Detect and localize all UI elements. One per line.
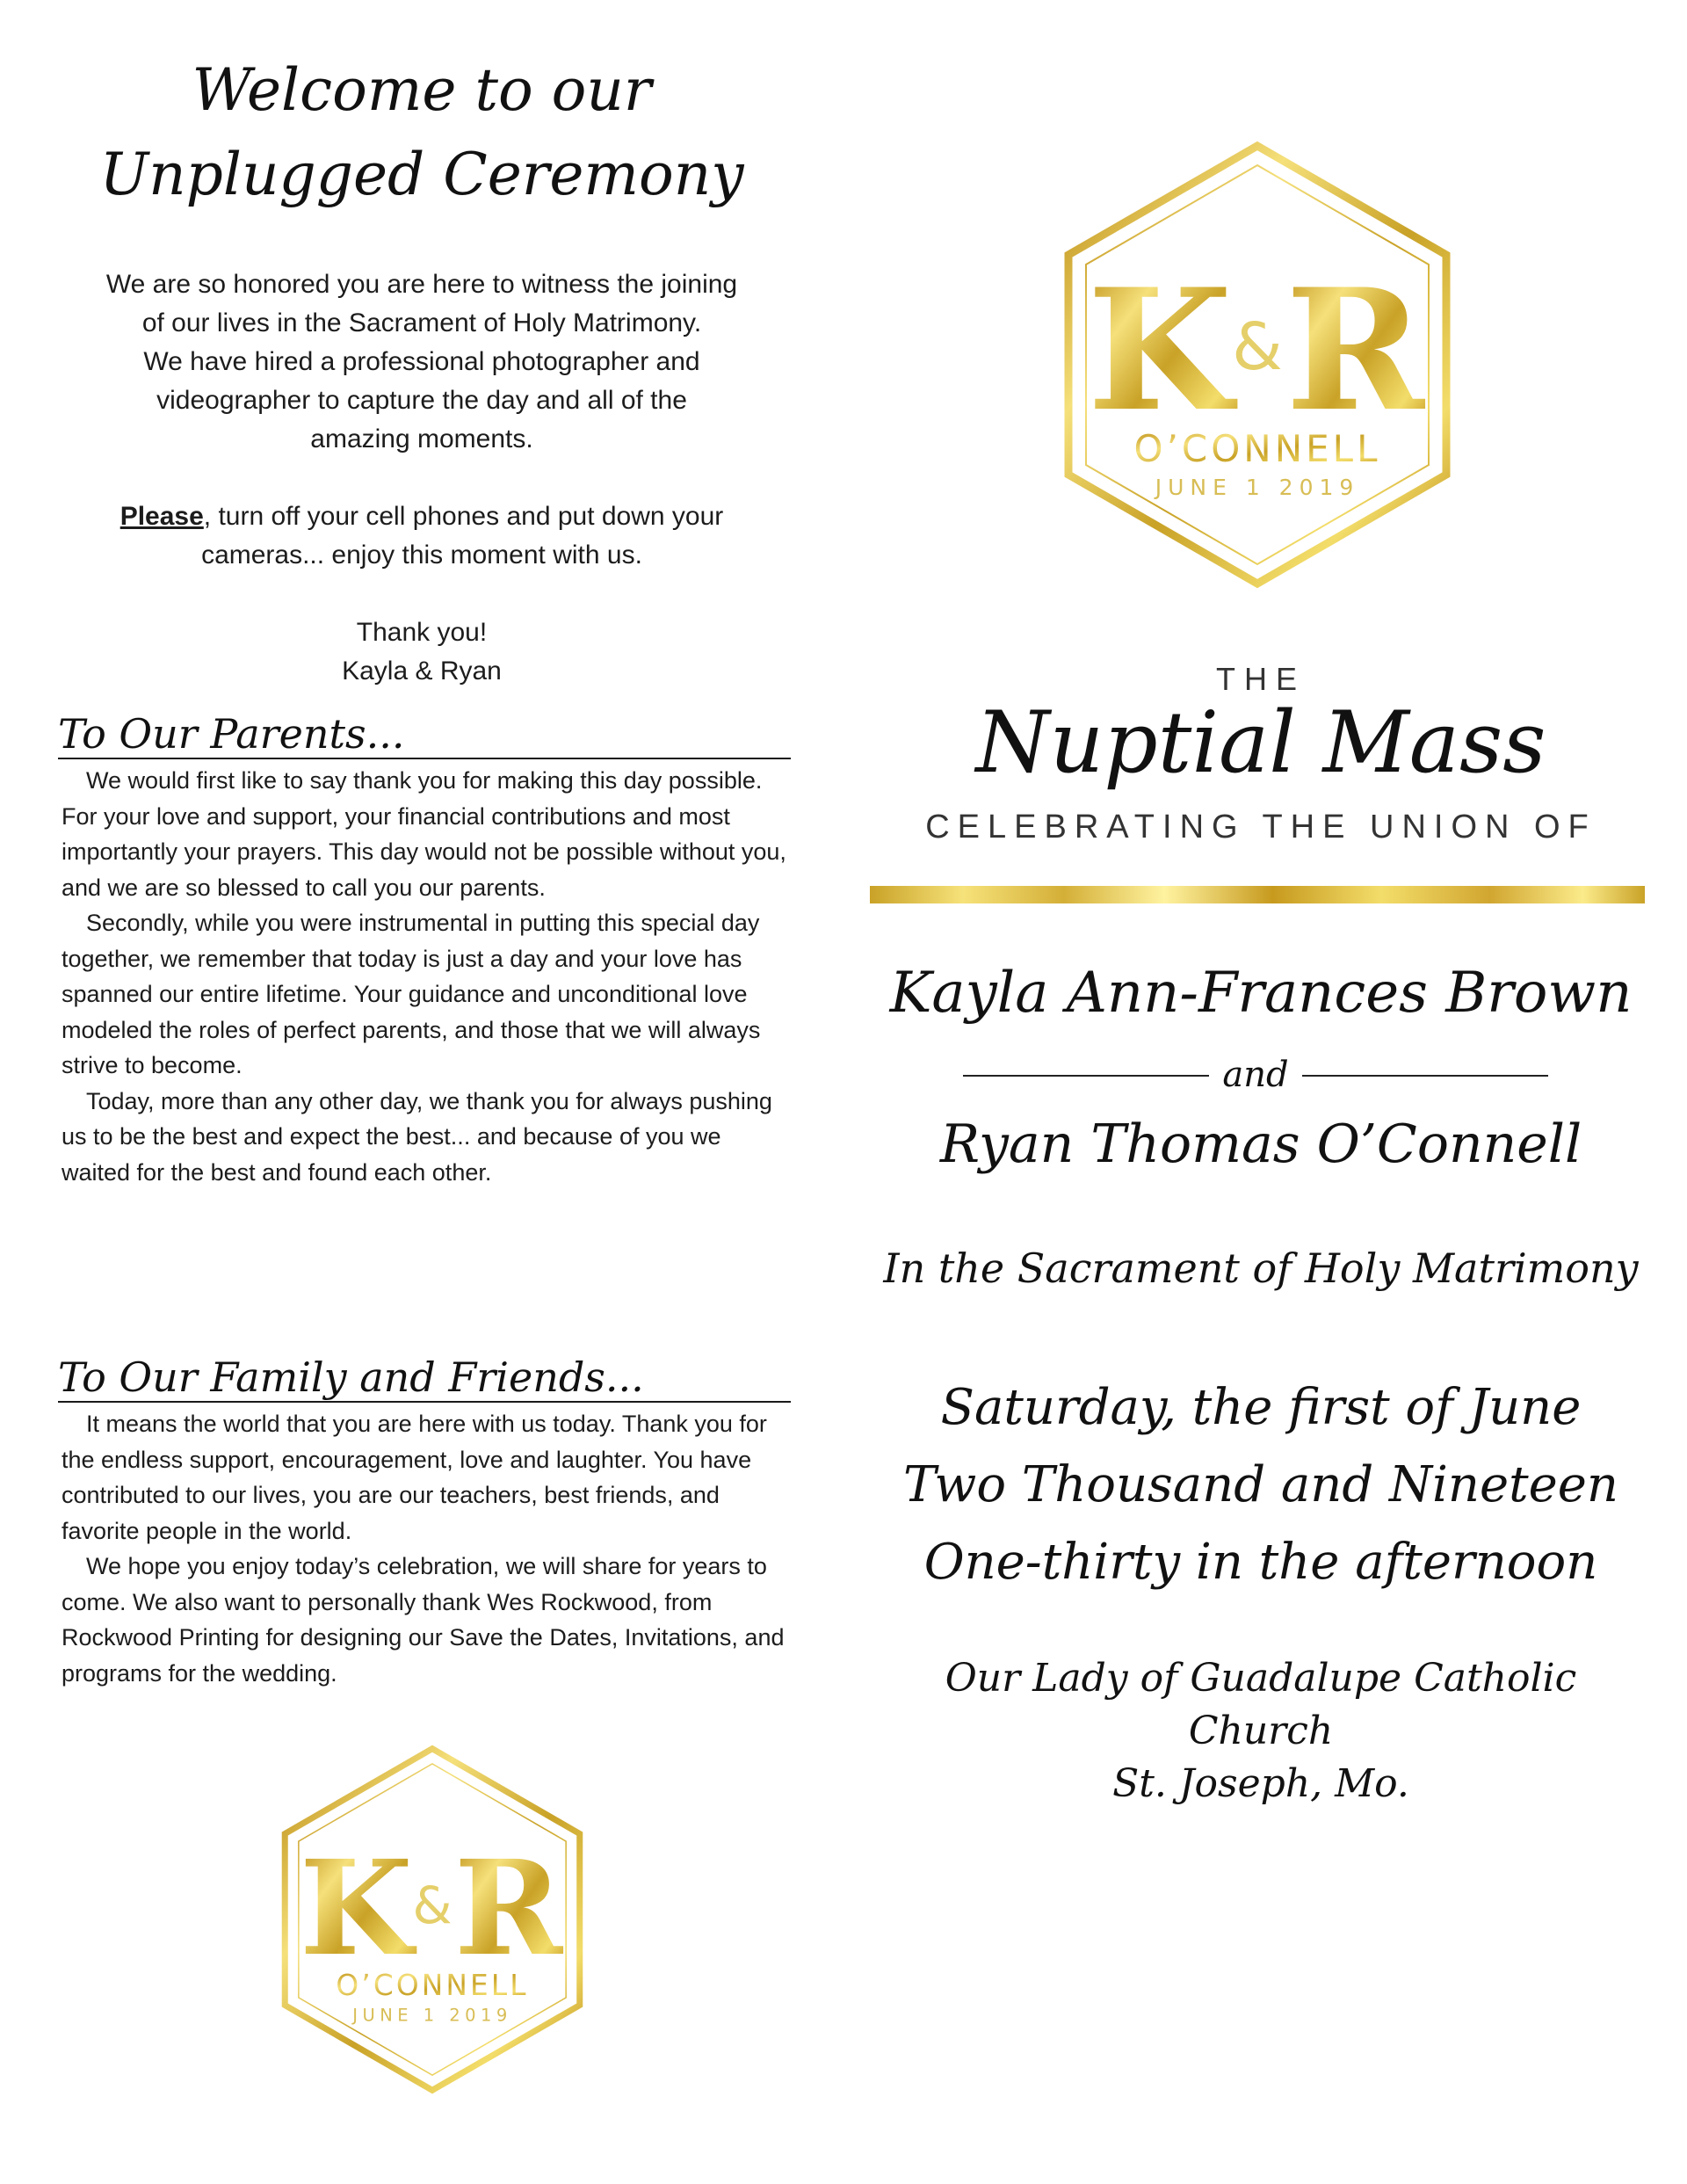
monogram-initial-right: R: [1285, 252, 1424, 448]
parents-paragraph: Today, more than any other day, we thank you for always pushing us to be the best and expect the best... and because of you we waited for the best and found each other.: [62, 1087, 772, 1186]
venue-line: St. Joseph, Mo.: [1112, 1761, 1409, 1806]
monogram-date: JUNE 1 2019: [1155, 475, 1360, 500]
parents-paragraph: We would first like to say thank you for making this day possible. For your love and support, your financial contributions and most importantly your prayers. This day would not be possible without you, and we are so blessed to call you our parents.: [62, 767, 786, 901]
family-paragraph: It means the world that you are here with us today. Thank you for the endless support, encouragement, love and laughter. You have contributed to our lives, you are our teachers, best friends, and favorite people in the world.: [62, 1411, 767, 1544]
welcome-paragraph: [53, 265, 791, 459]
monogram-initial-right: R: [454, 1832, 563, 1985]
title-prefix: THE: [1216, 661, 1306, 697]
couple-signature: Kayla & Ryan: [342, 657, 502, 686]
sacrament-line: In the Sacrament of Holy Matrimony: [883, 1244, 1639, 1292]
parents-paragraph: Secondly, while you were instrumental in putting this special day together, we remember that today is just a day and your love has spanned our entire lifetime. Your guidance and unconditional love modeled the roles of perfect parents, and those that we will always strive to become.: [62, 910, 761, 1078]
monogram-date: JUNE 1 2019: [352, 2005, 512, 2026]
gold-divider: [870, 886, 1645, 903]
monogram-ampersand: &: [1232, 309, 1283, 385]
groom-name: Ryan Thomas O’Connell: [939, 1114, 1582, 1175]
parents-heading: To Our Parents...: [58, 710, 791, 759]
date-line: Two Thousand and Nineteen: [903, 1456, 1618, 1513]
date-line: One-thirty in the afternoon: [923, 1534, 1598, 1591]
family-paragraph: We hope you enjoy today’s celebration, we will share for years to come. We also want to personally thank Wes Rockwood, from Rockwood Printing for designing our Save the Dates, Invitations, and programs for the wedding.: [62, 1553, 785, 1687]
and-divider: [963, 1050, 1548, 1103]
request-line: cameras... enjoy this moment with us.: [201, 541, 642, 570]
monogram-hexagon-icon: [279, 1745, 585, 2094]
thank-you-text: Thank you!: [356, 618, 488, 647]
monogram-surname: O’CONNELL: [1133, 427, 1381, 470]
program-subtitle: CELEBRATING THE UNION OF: [925, 809, 1596, 845]
ceremony-venue: [870, 1652, 1652, 1810]
monogram-initial-left: K: [1087, 252, 1233, 448]
please-emphasis: Please: [119, 502, 204, 531]
request-text: , turn off your cell phones and put down your: [203, 502, 724, 531]
welcome-title-line1: Welcome to our: [192, 56, 652, 124]
welcome-line: amazing moments.: [310, 424, 533, 453]
monogram-ampersand: &: [412, 1875, 453, 1935]
welcome-message: [53, 265, 791, 729]
monogram-hexagon-icon: [1061, 141, 1453, 589]
welcome-line: videographer to capture the day and all of the: [156, 386, 687, 415]
welcome-line: of our lives in the Sacrament of Holy Matrimony.: [141, 308, 702, 337]
ceremony-date: [870, 1369, 1652, 1601]
welcome-title-line2: Unplugged Ceremony: [99, 141, 744, 208]
and-word: and: [1222, 1055, 1289, 1095]
welcome-title: [53, 48, 791, 217]
bride-name: Kayla Ann-Frances Brown: [889, 961, 1633, 1026]
venue-line: Our Lady of Guadalupe Catholic Church: [945, 1656, 1577, 1753]
program-title: Nuptial Mass: [975, 693, 1546, 792]
monogram-logo: [279, 1745, 585, 2094]
unplugged-request: [53, 497, 791, 575]
monogram-surname: O’CONNELL: [336, 1968, 529, 2002]
welcome-signoff: [53, 613, 791, 691]
parents-message: [62, 763, 791, 1190]
welcome-line: We are so honored you are here to witness the joining: [105, 270, 738, 299]
request-line: [53, 497, 791, 536]
family-heading: To Our Family and Friends...: [58, 1353, 791, 1403]
welcome-line: We have hired a professional photographer and: [143, 347, 700, 376]
divider-rule: [1302, 1075, 1548, 1077]
monogram-logo: [1061, 141, 1453, 589]
monogram-initial-left: K: [299, 1832, 413, 1985]
date-line: Saturday, the first of June: [940, 1379, 1582, 1436]
family-message: [62, 1406, 791, 1691]
